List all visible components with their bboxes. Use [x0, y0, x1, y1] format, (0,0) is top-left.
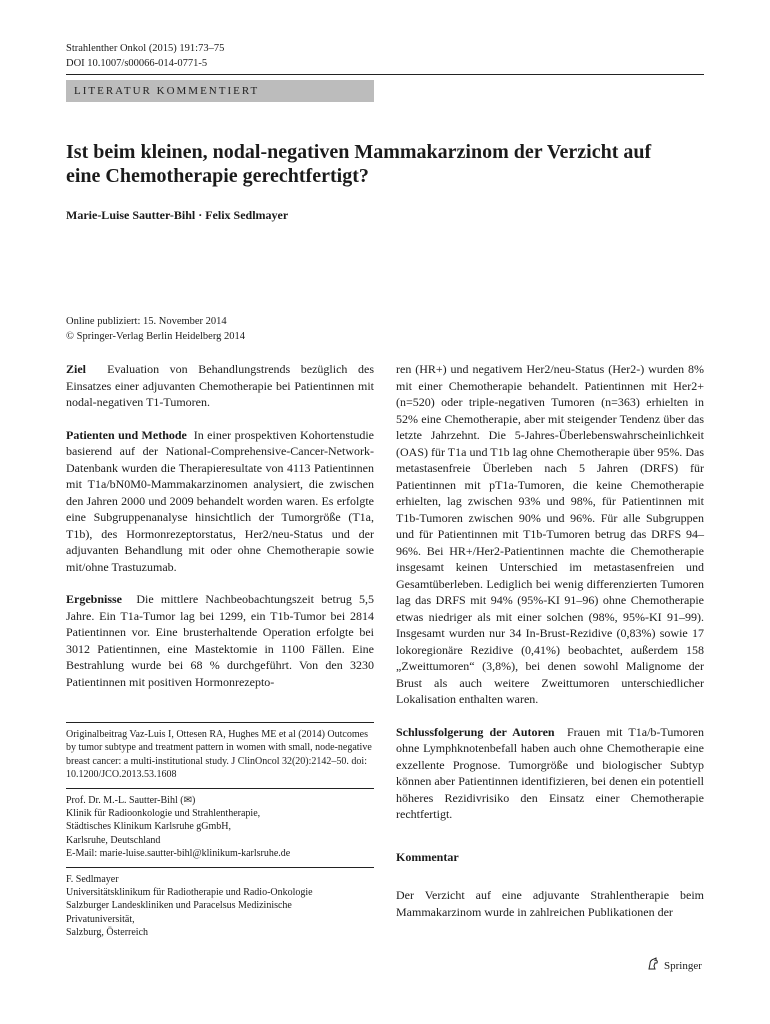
- author1-line3: Karlsruhe, Deutschland: [66, 834, 161, 846]
- author1-email[interactable]: E-Mail: marie-luise.sautter-bihl@klinikum-karlsruhe.de: [66, 848, 291, 860]
- paragraph-ziel: [66, 361, 374, 411]
- author1-line2: Städtisches Klinikum Karlsruhe gGmbH,: [66, 821, 231, 833]
- heading-kommentar: Kommentar: [396, 849, 459, 864]
- doi-line: DOI 10.1007/s00066-014-0771-5: [66, 58, 208, 69]
- text-schluss: Frauen mit T1a/b-Tumoren ohne Lymphknotenbefall haben auch ohne Chemotherapie eine exzellente Prognose. Tumorgröße und biologischer Subtyp können aber Patientinnen identifizieren, bei denen ein potentiell höheres Rezidivrisiko den Einsatz einer Chemotherapie rechtfertigt.: [396, 724, 704, 821]
- author1-name: Prof. Dr. M.-L. Sautter-Bihl (✉): [66, 794, 196, 806]
- publisher-name: Springer: [664, 959, 702, 972]
- heading-patienten: Patienten und Methode: [66, 427, 187, 442]
- author2-name: F. Sedlmayer: [66, 873, 119, 885]
- springer-horse-icon: [646, 957, 660, 974]
- copyright-notice: © Springer-Verlag Berlin Heidelberg 2014: [66, 331, 246, 342]
- right-column: [396, 361, 704, 936]
- text-ziel: Evaluation von Behandlungstrends bezüglich des Einsatzes einer adjuvanten Chemotherapie bei Patientinnen mit nodal-negativen T1-Tumoren.: [66, 362, 374, 409]
- paragraph-kommentar: Der Verzicht auf eine adjuvante Strahlentherapie beim Mammakarzinom wurde in zahlreichen Publikationen der: [396, 888, 704, 919]
- left-column: [66, 361, 374, 706]
- header-rule: [66, 74, 704, 75]
- reference-box: [66, 722, 374, 946]
- original-article-reference: Originalbeitrag Vaz-Luis I, Ottesen RA, Hughes ME et al (2014) Outcomes by tumor subtype and treatment pattern in women with small, node-negative breast cancer: a multi-institutional study. J ClinOncol 32(20):2142–50. doi: 10.1200/JCO.2013.53.1608: [66, 729, 372, 781]
- heading-schluss: Schlussfolgerung der Autoren: [396, 724, 555, 739]
- online-date: Online publiziert: 15. November 2014: [66, 316, 227, 327]
- heading-ergebnisse: Ergebnisse: [66, 592, 123, 606]
- author1-line1: Klinik für Radioonkologie und Strahlentherapie,: [66, 808, 261, 820]
- author1-affiliation: [66, 788, 374, 861]
- publication-info: [66, 314, 245, 344]
- paragraph-schluss: [396, 724, 704, 823]
- author2-line4: Salzburg, Österreich: [66, 927, 149, 939]
- author2-line3: Privatuniversität,: [66, 913, 135, 925]
- article-title: Ist beim kleinen, nodal-negativen Mammakarzinom der Verzicht auf eine Chemotherapie gerechtfertigt?: [66, 141, 652, 187]
- author-line: Marie-Luise Sautter-Bihl · Felix Sedlmayer: [66, 208, 289, 222]
- author2-line1: Universitätsklinikum für Radiotherapie und Radio-Onkologie: [66, 887, 313, 899]
- author2-affiliation: [66, 867, 374, 940]
- paragraph-patienten: [66, 427, 374, 576]
- paragraph-ergebnisse-cont: ren (HR+) und negativem Her2/neu-Status (Her2-) wurden 8% mit einer Chemotherapie behandelt. Patientinnen mit Her2+(n=520) oder triple-negativen Tumoren (n=363) erhielten in 52% eine Chemotherapie, aber mit steigender Tendenz über das letzte Jahrzehnt. Die 5-Jahres-Überlebenswahrscheinlichkeit (OAS) für T1a und T1b lag ohne Chemotherapie über 95%. Das metastasenfreie Überleben nach 5 Jahren (DRFS) für Patientinnen mit pT1a-Tumoren, die keine Chemotherapie erhielten, lag zwischen 93% und 98%, für Patientinnen mit T1b-Tumoren zwischen 90% und 96%. Für alle Subgruppen und für Patientinnen mit T1b-Tumoren betrug das DRFS 94–96%. Bei HR+/Her2-Patientinnen machte die Chemotherapie insgesamt keinen Unterschied im metastasenfreien und Gesamtüberleben. Lediglich bei wenig differenzierten Tumoren lag das DRFS mit 94% (95%-KI 91–96) ohne Chemotherapie etwas niedriger als mit einer solchen (98%, 95%-KI 91–99). Insgesamt wurden nur 34 In-Brust-Rezidive (0,83%) sowie 17 lokoregionäre Rezidive (0,41%) beobachtet, außerdem 158 „Zweittumoren“ (3,8%), bei denen sowohl Malignome der Brust als auch weitere Zweittumoren unterschiedlicher Lokalisation enthalten waren.: [396, 362, 704, 706]
- author2-line2: Salzburger Landeskliniken und Paracelsus Medizinische: [66, 900, 292, 912]
- publisher-mark: [646, 957, 702, 974]
- heading-ziel: Ziel: [66, 362, 86, 376]
- section-label: LITERATUR KOMMENTIERT: [66, 80, 374, 102]
- journal-reference: [66, 41, 224, 71]
- text-ergebnisse: Die mittlere Nachbeobachtungszeit betrug 5,5 Jahre. Ein T1a-Tumor lag bei 1299, ein T1b-Tumor bei 2814 Patientinnen vor. Eine brusterhaltende Operation erfolgte bei 3012 Patientinnen, eine Mastektomie in 1100 Fällen. Eine Bestrahlung wurde bei 68 % durchgeführt. Von den 3230 Patientinnen mit positiven Hormonrezepto-: [66, 592, 375, 689]
- journal-citation: Strahlenther Onkol (2015) 191:73–75: [66, 43, 225, 54]
- text-patienten: In einer prospektiven Kohortenstudie basierend auf der National-Comprehensive-Cancer-Network-Datenbank wurden die Therapieresultate von 4113 Patientinnen mit T1a/bN0M0-Mammakarzinomen analysiert, die zwischen den Jahren 2000 und 2009 behandelt worden waren. Es erfolgte eine Subgruppenanalyse hinsichtlich der Tumorgröße (T1a, T1b), des Hormonrezeptorstatus, Her2/neu-Status und der adjuvanten Behandlung mit oder ohne Chemotherapie sowie mit/ohne Trastuzumab.: [66, 427, 375, 574]
- reference-divider: [66, 722, 374, 723]
- paragraph-ergebnisse: [66, 591, 374, 690]
